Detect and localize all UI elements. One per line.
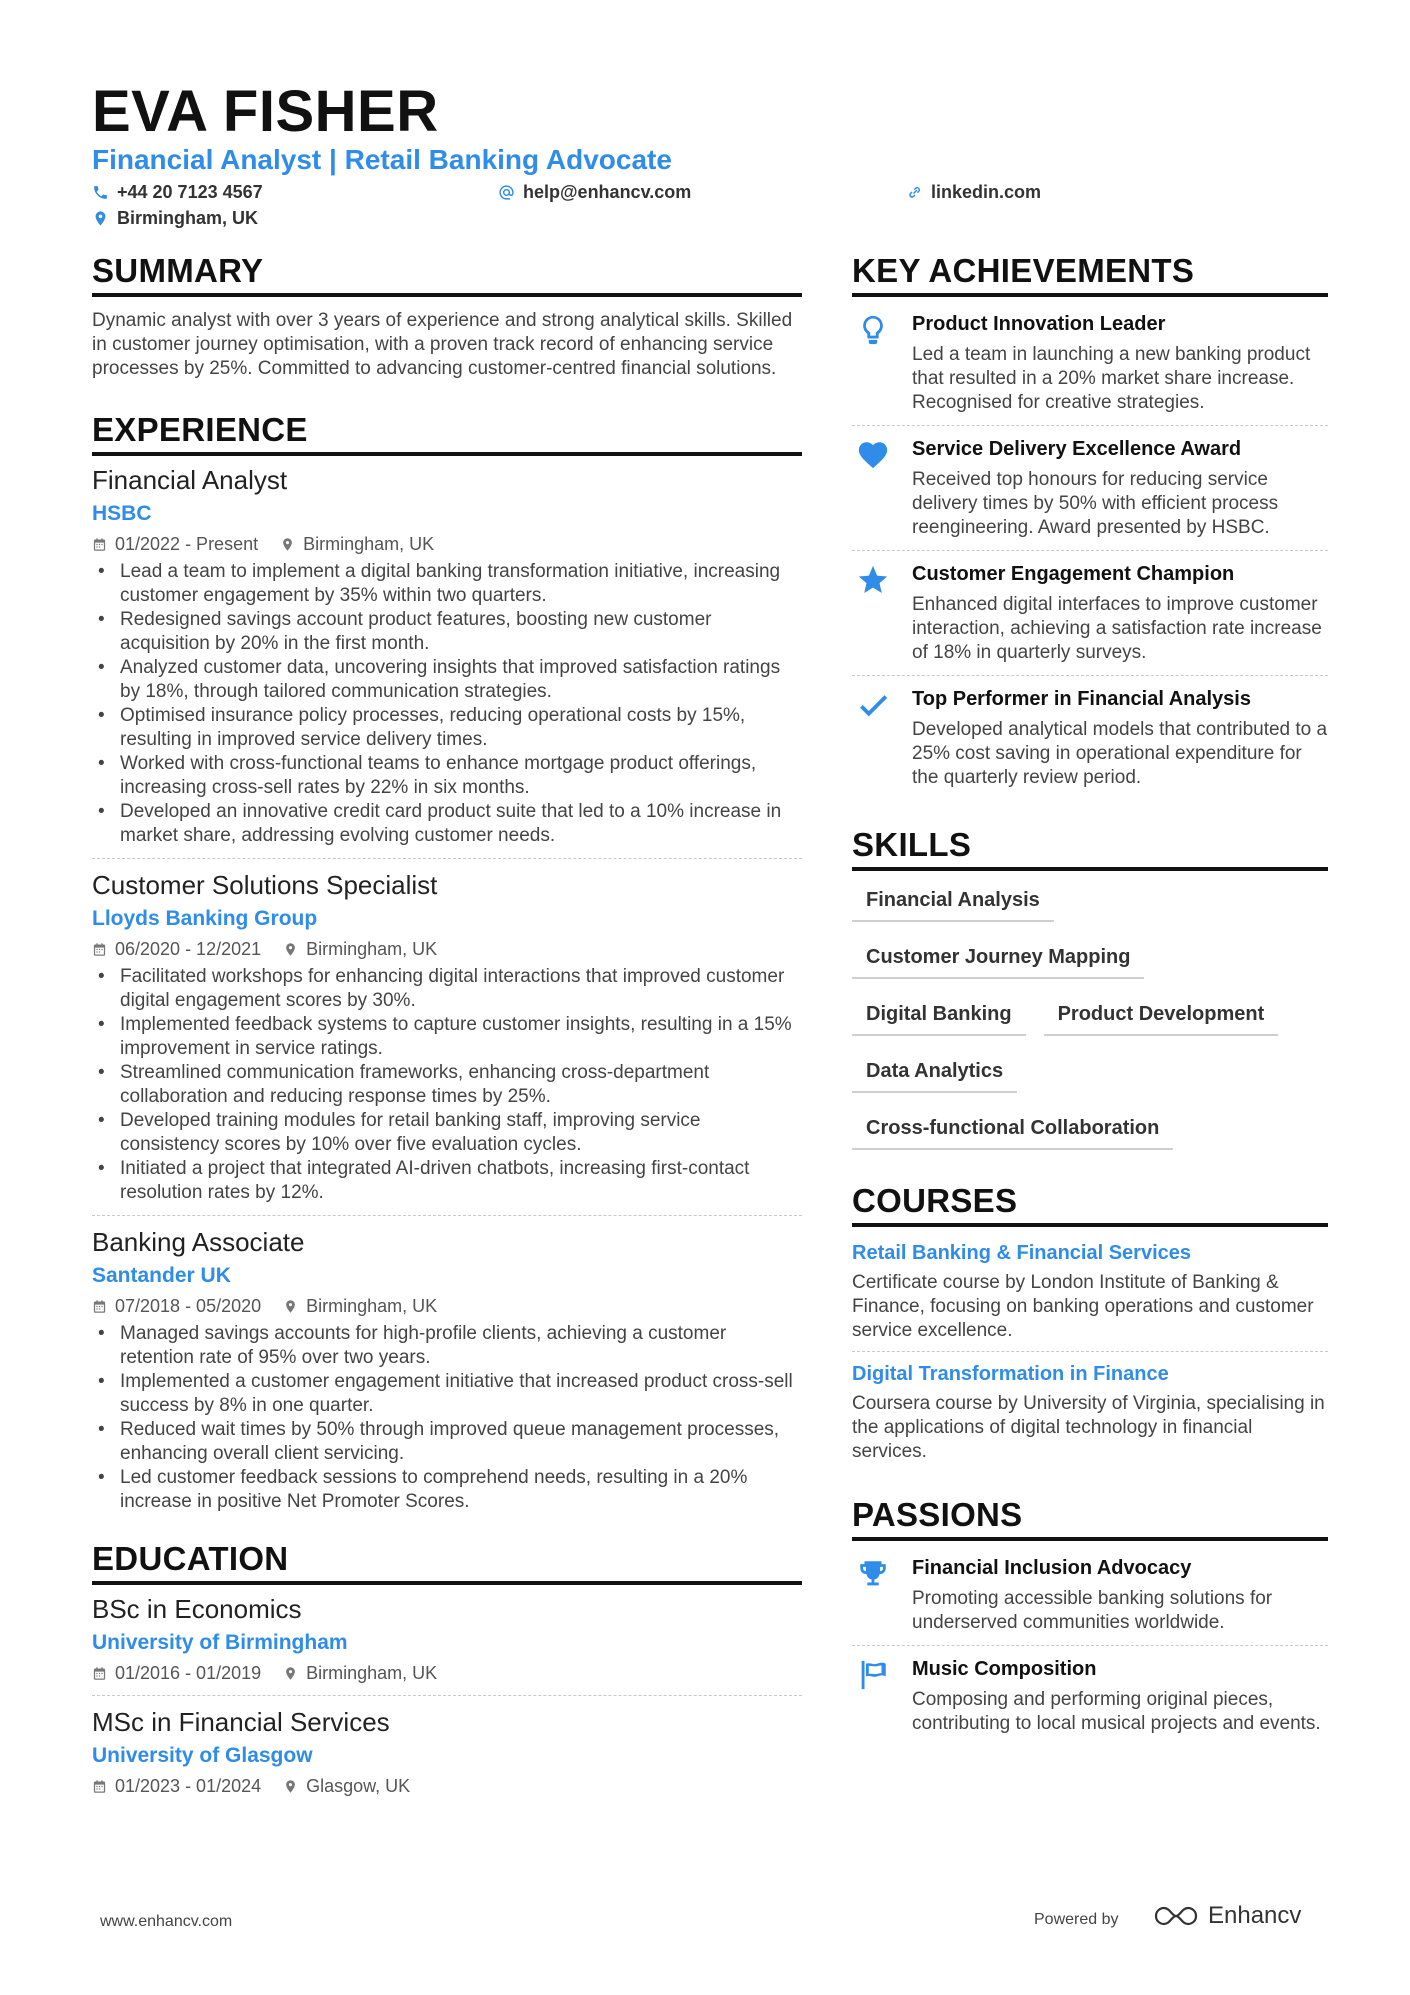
star-icon [856, 563, 890, 597]
bullet-item: • Reduced wait times by 50% through improved queue management processes, enhancing overall client servicing. [92, 1418, 802, 1466]
bullet-item: • Worked with cross-functional teams to enhance mortgage product offerings, increasing cross-sell rates by 22% in six months. [92, 752, 802, 800]
degree-title: BSc in Economics [92, 1594, 302, 1624]
education-dates: 01/2023 - 01/2024 [115, 1776, 262, 1796]
candidate-name: EVA FISHER [92, 79, 439, 144]
job-entry [92, 869, 802, 1216]
education-location: Glasgow, UK [306, 1776, 411, 1796]
passion-item [852, 1553, 1328, 1646]
passion-title: Music Composition [912, 1658, 1097, 1680]
education-meta [92, 1661, 802, 1685]
link-icon [906, 184, 923, 201]
passion-title: Financial Inclusion Advocacy [912, 1557, 1192, 1579]
bullet-item: • Developed an innovative credit card product suite that led to a 10% increase in market share, addressing evolving customer needs. [92, 800, 802, 848]
education-heading: EDUCATION [92, 1540, 802, 1585]
footer-website[interactable]: www.enhancv.com [100, 1913, 233, 1930]
achievement-title: Top Performer in Financial Analysis [912, 688, 1251, 710]
skills-heading: SKILLS [852, 826, 1328, 871]
education-section [92, 1540, 802, 1808]
school-name: University of Birmingham [92, 1631, 348, 1654]
calendar-icon [92, 1779, 107, 1794]
job-dates: 06/2020 - 12/2021 [115, 939, 262, 959]
education-entry [92, 1706, 802, 1808]
job-location: Birmingham, UK [303, 534, 435, 554]
achievement-item [852, 426, 1328, 551]
summary-text: Dynamic analyst with over 3 years of experience and strong analytical skills. Skilled in customer journey optimisation, with a proven track record of enhancing service processes by 25%. Committed to advancing customer-centred financial solutions. [92, 310, 793, 379]
course-item [852, 1360, 1328, 1472]
job-location: Birmingham, UK [306, 939, 438, 959]
job-dates: 07/2018 - 05/2020 [115, 1296, 262, 1316]
job-entry [92, 464, 802, 859]
calendar-icon [92, 1299, 107, 1314]
achievement-item [852, 676, 1328, 800]
summary-heading: SUMMARY [92, 252, 802, 297]
course-description: Coursera course by University of Virginia, specialising in the applications of digital technology in financial services. [852, 1393, 1325, 1462]
contact-phone [92, 182, 263, 203]
location-pin-icon [283, 1299, 298, 1314]
skill-tag: Customer Journey Mapping [852, 940, 1144, 979]
course-item [852, 1239, 1328, 1352]
passions-heading: PASSIONS [852, 1496, 1328, 1541]
bullet-item: • Lead a team to implement a digital banking transformation initiative, increasing customer engagement by 35% within two quarters. [92, 560, 802, 608]
job-bullets [92, 1322, 802, 1514]
flag-icon [856, 1658, 890, 1692]
job-bullets [92, 965, 802, 1205]
course-title: Digital Transformation in Finance [852, 1363, 1169, 1385]
education-entry [92, 1593, 802, 1696]
location-pin-icon [280, 537, 295, 552]
achievements-heading: KEY ACHIEVEMENTS [852, 252, 1328, 297]
job-bullets [92, 560, 802, 848]
contact-location [92, 208, 258, 229]
email-text: help@enhancv.com [523, 182, 692, 202]
achievement-description: Developed analytical models that contributed to a 25% cost saving in operational expenditure for the quarterly review period. [912, 719, 1328, 788]
skill-tag: Digital Banking [852, 997, 1026, 1036]
location-pin-icon [283, 1666, 298, 1681]
contact-email[interactable] [498, 182, 691, 203]
education-meta [92, 1774, 802, 1798]
school-name: University of Glasgow [92, 1744, 313, 1767]
education-dates: 01/2016 - 01/2019 [115, 1663, 262, 1683]
calendar-icon [92, 537, 107, 552]
achievement-title: Product Innovation Leader [912, 313, 1166, 335]
company-name: HSBC [92, 502, 152, 525]
checkmark-icon [856, 688, 890, 722]
achievement-description: Led a team in launching a new banking product that resulted in a 20% market share increase. Recognised for creative strategies. [912, 344, 1311, 413]
skill-tag: Data Analytics [852, 1054, 1017, 1093]
skill-tag: Cross-functional Collaboration [852, 1111, 1173, 1150]
linkedin-text: linkedin.com [931, 182, 1042, 202]
footer-powered-by: Powered by [1034, 1911, 1119, 1928]
bullet-item: • Implemented feedback systems to capture customer insights, resulting in a 15% improvement in service ratings. [92, 1013, 802, 1061]
lightbulb-icon [856, 313, 890, 347]
calendar-icon [92, 1666, 107, 1681]
achievements-section [852, 252, 1328, 800]
location-pin-icon [283, 1779, 298, 1794]
candidate-headline: Financial Analyst | Retail Banking Advocate [92, 144, 672, 175]
bullet-item: • Implemented a customer engagement initiative that increased product cross-sell success by 8% in one quarter. [92, 1370, 802, 1418]
bullet-item: • Analyzed customer data, uncovering insights that improved satisfaction ratings by 18%, through tailored communication strategies. [92, 656, 802, 704]
job-title: Banking Associate [92, 1227, 305, 1257]
enhancv-logo-text: Enhancv [1208, 1902, 1302, 1929]
bullet-item: • Initiated a project that integrated AI-driven chatbots, increasing first-contact resolution rates by 12%. [92, 1157, 802, 1205]
passion-description: Promoting accessible banking solutions for underserved communities worldwide. [912, 1588, 1273, 1633]
enhancv-logo-icon [1152, 1903, 1200, 1929]
phone-icon [92, 184, 109, 201]
achievement-item [852, 551, 1328, 676]
job-meta [92, 937, 802, 961]
achievement-item [852, 309, 1328, 426]
job-meta [92, 532, 802, 556]
courses-heading: COURSES [852, 1182, 1328, 1227]
courses-section [852, 1182, 1328, 1472]
left-column [92, 252, 802, 1818]
skill-tag: Product Development [1044, 997, 1279, 1036]
job-location: Birmingham, UK [306, 1296, 438, 1316]
achievement-title: Service Delivery Excellence Award [912, 438, 1242, 460]
job-dates: 01/2022 - Present [115, 534, 259, 554]
achievement-title: Customer Engagement Champion [912, 563, 1235, 585]
bullet-item: • Facilitated workshops for enhancing digital interactions that improved customer digital engagement scores by 30%. [92, 965, 802, 1013]
course-description: Certificate course by London Institute of Banking & Finance, focusing on banking operations and customer service excellence. [852, 1272, 1314, 1341]
achievement-description: Received top honours for reducing service delivery times by 50% with efficient process reengineering. Award presented by HSBC. [912, 469, 1279, 538]
enhancv-logo[interactable] [1152, 1902, 1301, 1930]
phone-text: +44 20 7123 4567 [117, 182, 263, 202]
passion-description: Composing and performing original pieces, contributing to local musical projects and events. [912, 1689, 1321, 1734]
degree-title: MSc in Financial Services [92, 1707, 390, 1737]
location-pin-icon [92, 210, 109, 227]
heart-icon [856, 438, 890, 472]
summary-section [92, 252, 802, 381]
location-text: Birmingham, UK [117, 208, 259, 228]
at-icon [498, 184, 515, 201]
contact-linkedin[interactable] [906, 182, 1041, 203]
job-meta [92, 1294, 802, 1318]
passions-section [852, 1496, 1328, 1746]
bullet-item: • Led customer feedback sessions to comprehend needs, resulting in a 20% increase in positive Net Promoter Scores. [92, 1466, 802, 1514]
skills-section [852, 826, 1328, 1168]
education-location: Birmingham, UK [306, 1663, 438, 1683]
trophy-icon [856, 1557, 890, 1591]
bullet-item: • Redesigned savings account product features, boosting new customer acquisition by 20% in the first month. [92, 608, 802, 656]
bullet-item: • Managed savings accounts for high-profile clients, achieving a customer retention rate of 95% over two years. [92, 1322, 802, 1370]
skills-list [852, 883, 1328, 1168]
bullet-item: • Optimised insurance policy processes, reducing operational costs by 15%, resulting in improved service delivery times. [92, 704, 802, 752]
company-name: Santander UK [92, 1264, 231, 1287]
right-column [852, 252, 1328, 1746]
bullet-item: • Developed training modules for retail banking staff, improving service consistency scores by 10% over five evaluation cycles. [92, 1109, 802, 1157]
job-title: Financial Analyst [92, 465, 288, 495]
skill-tag: Financial Analysis [852, 883, 1054, 922]
course-title: Retail Banking & Financial Services [852, 1242, 1192, 1264]
bullet-item: • Streamlined communication frameworks, enhancing cross-department collaboration and reducing response times by 25%. [92, 1061, 802, 1109]
passion-item [852, 1646, 1328, 1746]
achievement-description: Enhanced digital interfaces to improve customer interaction, achieving a satisfaction rate increase of 18% in quarterly surveys. [912, 594, 1322, 663]
job-entry [92, 1226, 802, 1524]
calendar-icon [92, 942, 107, 957]
location-pin-icon [283, 942, 298, 957]
experience-heading: EXPERIENCE [92, 411, 802, 456]
company-name: Lloyds Banking Group [92, 907, 318, 930]
job-title: Customer Solutions Specialist [92, 870, 438, 900]
experience-section [92, 411, 802, 1524]
